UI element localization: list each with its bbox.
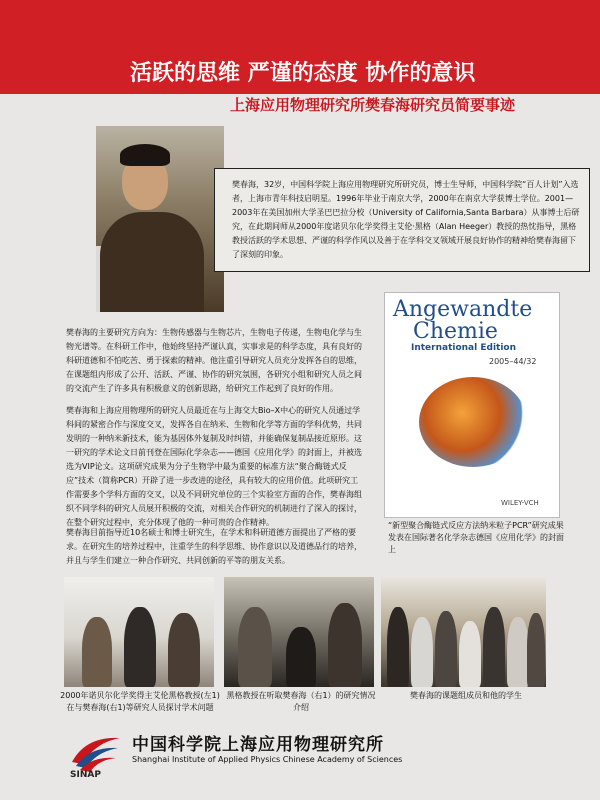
bio-text: 樊春海，32岁，中国科学院上海应用物理研究所研究员，博士生导师，中国科学院“百人计划”入选者，上海市青年科技启明星。1996年毕业于南京大学，2000年在南京大学获博士学位。2001—2003年在美国加州大学圣巴巴拉分校（University of California,Santa Barbara）从事博士后研究，在此期间师从2000年度诺贝尔化学奖得主艾伦·黑格（Alan Heeger）教授的热忱指导，黑格教授活跃的学术思想、严谨的科学作风以及善于在学科交叉领域开展良好协作的精神给樊春海留下了深刻的印象。 — [232, 180, 580, 259]
journal-caption: “新型聚合酶链式反应方法纳米粒子PCR”研究成果发表在国际著名化学杂志德国《应用化学》的封面上 — [388, 521, 564, 554]
org-abbreviation: SINAP — [70, 770, 101, 780]
person-shape — [507, 617, 529, 687]
person-shape — [527, 613, 545, 687]
person-hair-shape — [120, 144, 170, 166]
journal-title-line2: Chemie — [413, 319, 498, 344]
photo-caption-group: 樊春海的课题组成员和他的学生 — [410, 691, 522, 700]
person-shape — [435, 611, 457, 687]
photo-discussion — [64, 577, 214, 687]
page-subtitle: 上海应用物理研究所樊春海研究员简要事迹 — [230, 96, 516, 114]
person-shape — [238, 607, 272, 687]
journal-title-line1: Angewandte — [393, 297, 533, 322]
paragraph-research: 樊春海的主要研究方向为：生物传感器与生物芯片，生物电子传递，生物电化学与生物光谱等。在科研工作中，他始终坚持严谨认真，实事求是的科学态度，具有良好的科研道德和不怕吃苦、勇于探索的精神。他注重引导研究人员充分发挥各自的思维，在课题组内形成了公开、活跃、严谨、协作的研究氛围，各研究小组和研究人员之间的交流产生了许多具有积极意义的创新思路，给研究工作起到了良好的作用。 — [66, 328, 362, 393]
person-body-shape — [100, 212, 204, 312]
photo-caption-discussion: 2000年诺贝尔化学奖得主艾伦黑格教授(左1)在与樊春海(右1)等研究人员探讨学术问题 — [60, 691, 220, 712]
journal-publisher: WILEY-VCH — [501, 499, 539, 507]
journal-cover — [384, 292, 560, 518]
person-shape — [124, 607, 156, 687]
person-shape — [459, 621, 481, 687]
person-shape — [82, 617, 112, 687]
page-title: 活跃的思维 严谨的态度 协作的意识 — [130, 61, 476, 86]
journal-issue: 2005–44/32 — [489, 357, 537, 366]
paragraph-students: 樊春海目前指导近10名硕士和博士研究生，在学术和科研道德方面提出了严格的要求。在研究生的培养过程中，注重学生的科学思维、协作意识以及道德品行的培养，并且与学生们建立一种合作研究、共同创新的平等的朋友关系。 — [66, 528, 362, 565]
org-name-en: Shanghai Institute of Applied Physics Chinese Academy of Sciences — [132, 755, 403, 764]
paragraph-collaboration: 樊春海和上海应用物理所的研究人员最近在与上海交大Bio–X中心的研究人员通过学科间的紧密合作与深度交叉，发挥各自在纳米、生物和化学等方面的学科优势，共同发明的一种纳米新技术，能为基因体外复制及时纠错，并能确保复制品接近原形。这一研究的学术论文日前刊登在国际化学杂志——德国《应用化学》的封面上，并被选选为VIP论文。这项研究成果为分子生物学中最为重要的标准方法“聚合酶链式反应”技术（简称PCR）开辟了进一步改进的途径，具有较大的应用价值。此项研究工作需要多个学科方面的交叉，以及不同研究单位的三个实验室方面的合作，樊春海组织不同学科的研究人员展开积极的交流，对相关合作研究的机制进行了深入的探讨，在整个研究过程中，充分体现了他的一种可贵的合作精神。 — [66, 406, 362, 527]
person-shape — [483, 607, 505, 687]
journal-cover-art — [419, 377, 527, 467]
person-shape — [286, 627, 316, 687]
journal-edition: International Edition — [411, 343, 517, 353]
journal-title — [393, 299, 532, 343]
person-shape — [387, 607, 409, 687]
photo-briefing — [224, 577, 374, 687]
person-shape — [328, 603, 362, 687]
person-shape — [168, 613, 200, 687]
photo-group — [381, 577, 546, 687]
portrait-photo — [96, 126, 224, 312]
person-shape — [411, 617, 433, 687]
org-name-zh: 中国科学院上海应用物理研究所 — [132, 735, 384, 755]
photo-caption-briefing: 黑格教授在听取樊春海（右1）的研究情况介绍 — [226, 691, 376, 712]
